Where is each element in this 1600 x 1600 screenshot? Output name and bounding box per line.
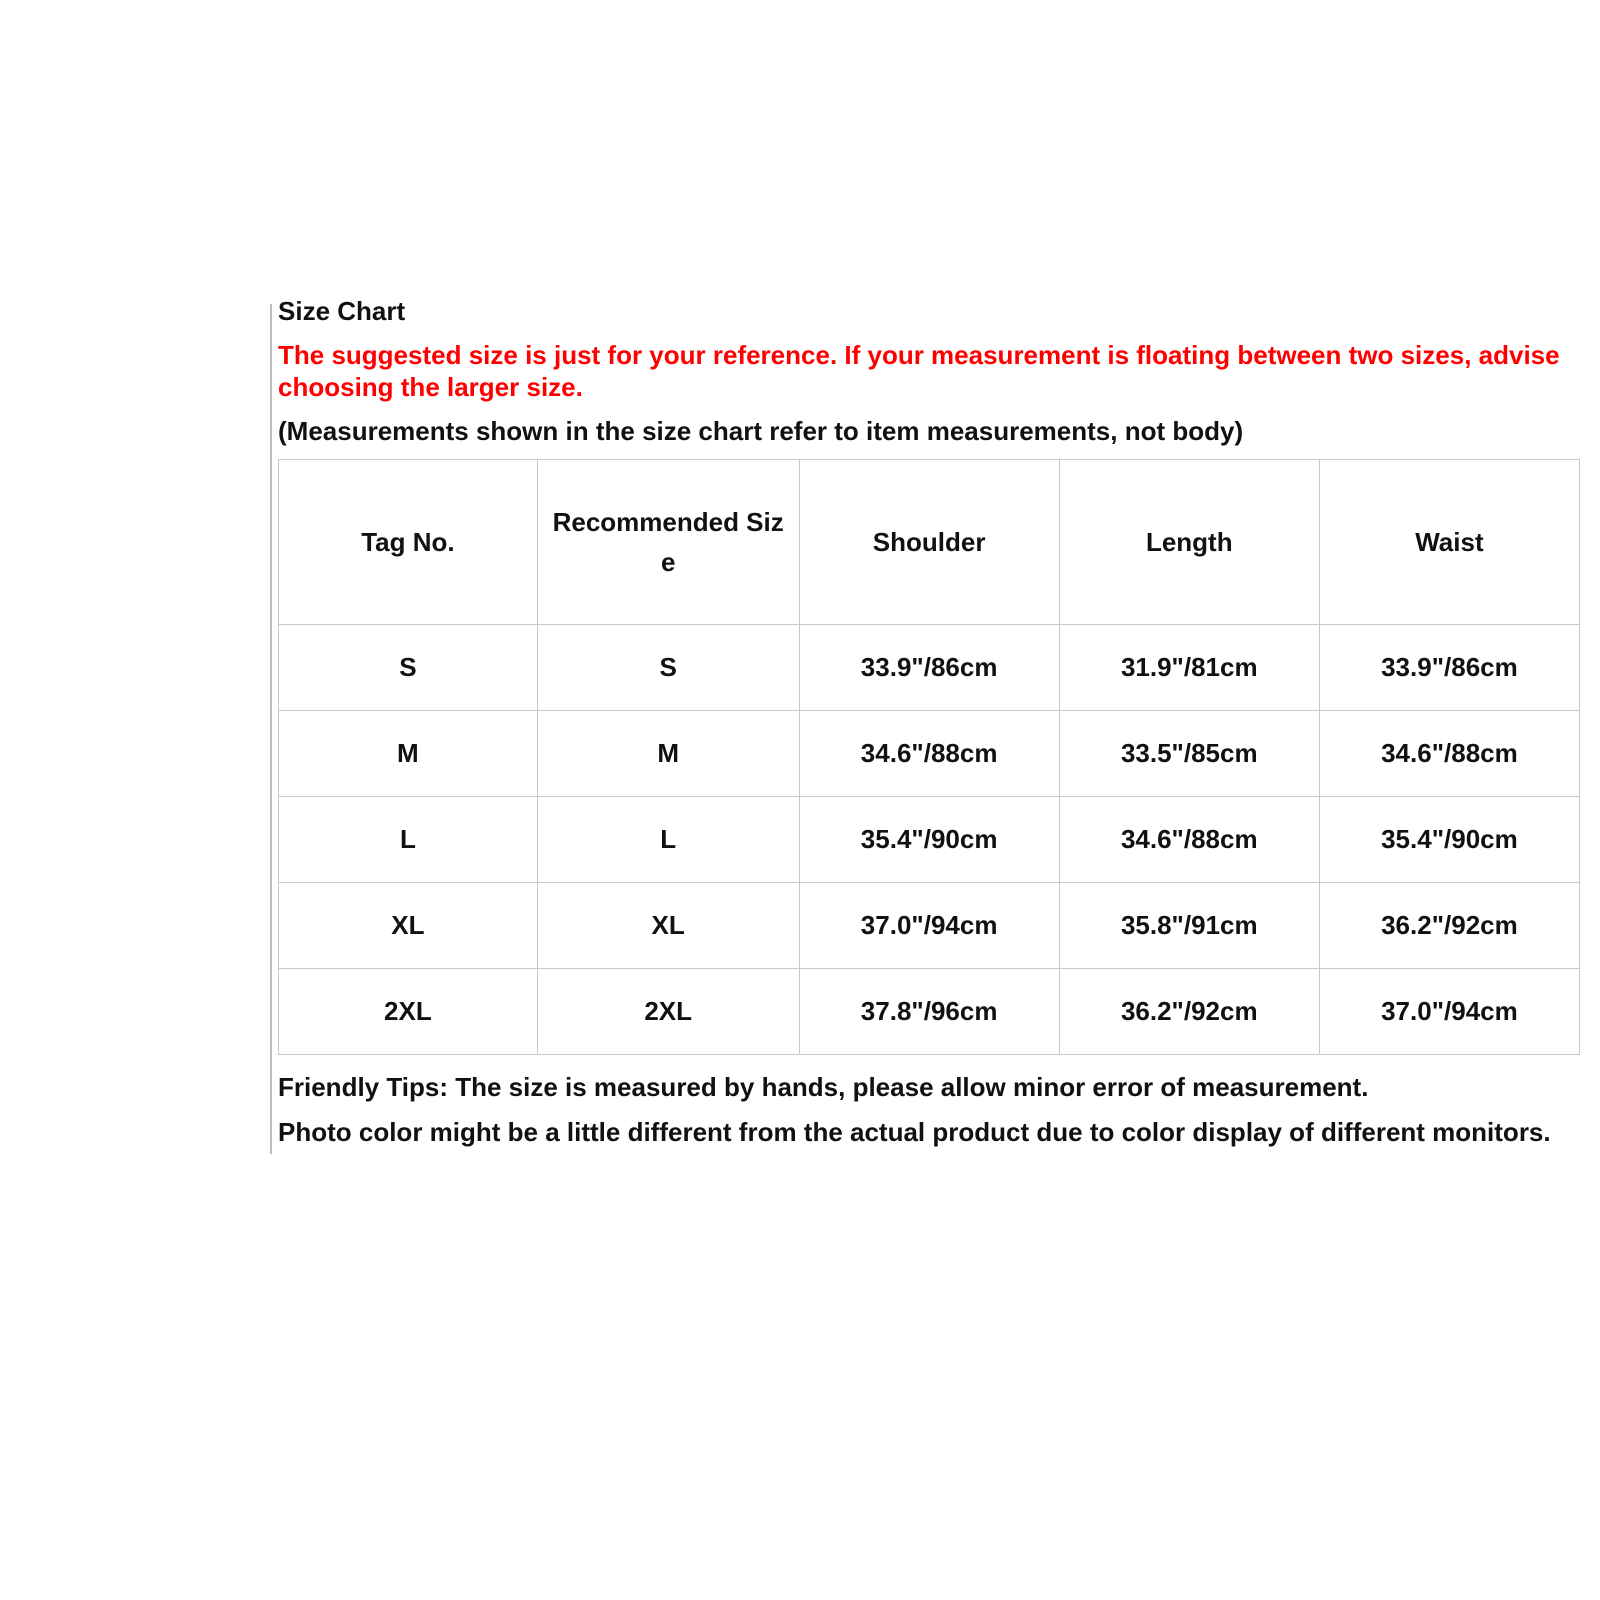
cell-shoulder: 35.4"/90cm: [799, 797, 1059, 883]
cell-length: 34.6"/88cm: [1059, 797, 1319, 883]
cell-recommended-size: 2XL: [537, 969, 799, 1055]
cell-tag-no: S: [279, 625, 538, 711]
cell-waist: 37.0"/94cm: [1319, 969, 1579, 1055]
cell-length: 35.8"/91cm: [1059, 883, 1319, 969]
cell-length: 31.9"/81cm: [1059, 625, 1319, 711]
cell-shoulder: 37.8"/96cm: [799, 969, 1059, 1055]
cell-waist: 36.2"/92cm: [1319, 883, 1579, 969]
cell-recommended-size: M: [537, 711, 799, 797]
cell-length: 33.5"/85cm: [1059, 711, 1319, 797]
cell-recommended-size: S: [537, 625, 799, 711]
cell-recommended-size: L: [537, 797, 799, 883]
measurement-note: (Measurements shown in the size chart refer to item measurements, not body): [278, 416, 1244, 446]
header-recommended-size: [537, 460, 799, 625]
cell-length: 36.2"/92cm: [1059, 969, 1319, 1055]
cell-tag-no: XL: [279, 883, 538, 969]
header-shoulder: Shoulder: [799, 460, 1059, 625]
cell-recommended-size: XL: [537, 883, 799, 969]
size-table: [278, 459, 1580, 1055]
table-row: [279, 625, 1580, 711]
cell-waist: 35.4"/90cm: [1319, 797, 1579, 883]
photo-color-tip: Photo color might be a little different from the actual product due to color display of different monitors.: [278, 1117, 1551, 1147]
cell-shoulder: 34.6"/88cm: [799, 711, 1059, 797]
header-recommended-size-label: Recommended Size: [552, 507, 784, 577]
cell-tag-no: L: [279, 797, 538, 883]
cell-waist: 33.9"/86cm: [1319, 625, 1579, 711]
tips-section: [270, 1071, 1580, 1148]
cell-shoulder: 37.0"/94cm: [799, 883, 1059, 969]
friendly-tip: Friendly Tips: The size is measured by hands, please allow minor error of measurement.: [278, 1072, 1369, 1102]
cell-tag-no: 2XL: [279, 969, 538, 1055]
cell-waist: 34.6"/88cm: [1319, 711, 1579, 797]
cell-tag-no: M: [279, 711, 538, 797]
page-title: Size Chart: [278, 296, 406, 326]
header-tag-no: Tag No.: [279, 460, 538, 625]
header-waist: Waist: [1319, 460, 1579, 625]
size-chart-panel: [270, 295, 1580, 1155]
cell-shoulder: 33.9"/86cm: [799, 625, 1059, 711]
table-row: [279, 797, 1580, 883]
table-row: [279, 711, 1580, 797]
table-row: [279, 883, 1580, 969]
header-length: Length: [1059, 460, 1319, 625]
table-header-row: [279, 460, 1580, 625]
size-advice-notice: The suggested size is just for your reference. If your measurement is floating between two sizes, advise choosing the larger size.: [278, 340, 1560, 402]
table-row: [279, 969, 1580, 1055]
